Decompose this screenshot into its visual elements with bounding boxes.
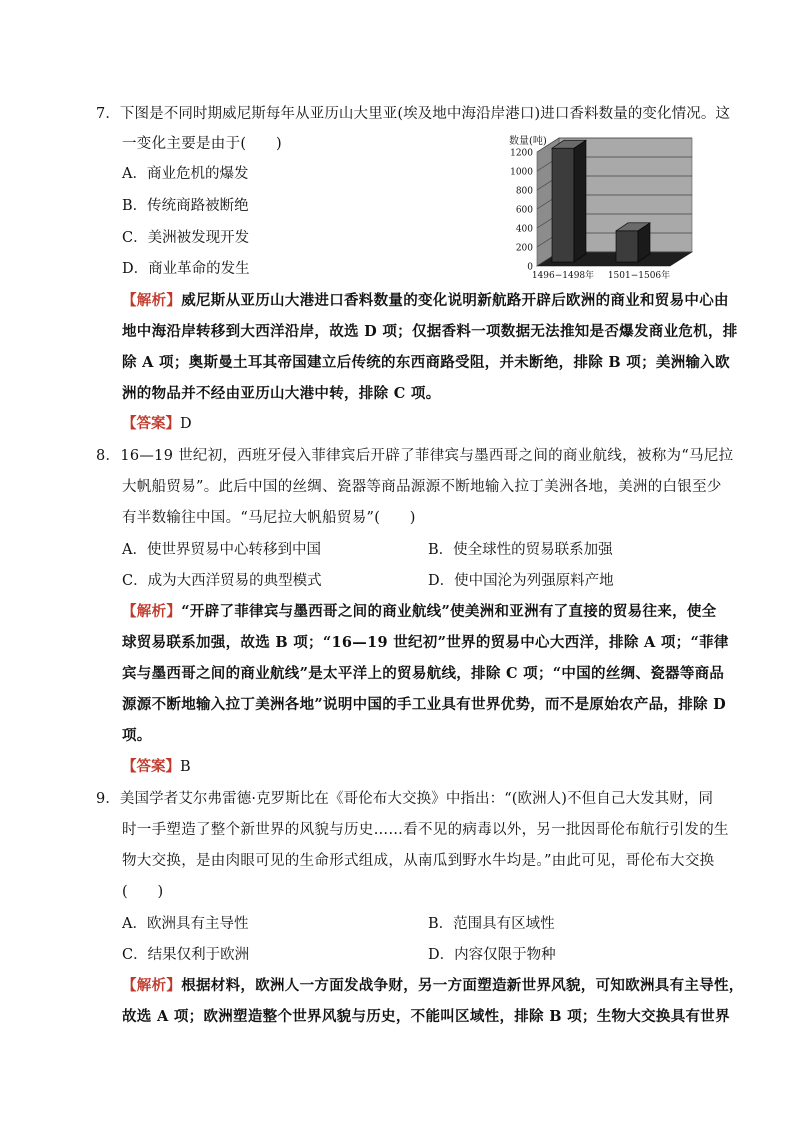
q9-stem-line-1: 9．美国学者艾尔弗雷德·克罗斯比在《哥伦布大交换》中指出：“(欧洲人)不但自己大发其财，同 (96, 791, 714, 807)
q8-analysis-tag: 【解析】 (122, 603, 182, 620)
q7-stem-line-1: 7．下图是不同时期威尼斯每年从亚历山大里亚(埃及地中海沿岸港口)进口香料数量的变化情况。这 (96, 106, 731, 122)
chart-y-ticks (510, 149, 533, 273)
chart-bar-front (616, 231, 638, 262)
q7-answer-value: D (180, 416, 192, 432)
q7-answer (122, 414, 192, 434)
chart-y-tick-label: 1000 (510, 167, 533, 178)
q7-option-a: A．商业危机的爆发 (122, 166, 249, 182)
q8-answer (122, 757, 191, 777)
q8-answer-value: B (180, 759, 191, 775)
q9-stem-line-2: 时一手塑造了整个新世界的风貌与历史……看不见的病毒以外，另一批因哥伦布航行引发的生 (122, 822, 729, 838)
chart-y-tick-label: 200 (515, 243, 533, 254)
q8-option-c: C．成为大西洋贸易的典型模式 (122, 573, 322, 589)
q9-stem-line-3: 物大交换，是由肉眼可见的生命形式组成，从南瓜到野水牛均是。”由此可见，哥伦布大交换 (122, 853, 715, 869)
q7-analysis-line-2: 地中海沿岸转移到大西洋沿岸，故选 D 项；仅据香料一项数据无法推知是否爆发商业危机，排 (122, 323, 738, 340)
chart-x-label: 1496−1498年 (531, 271, 595, 281)
q8-analysis-line-5: 项。 (122, 727, 152, 744)
q7-option-c: C．美洲被发现开发 (122, 230, 250, 246)
chart-x-label: 1501−1506年 (607, 271, 671, 281)
q7-analysis-line-4: 洲的物品并不经由亚历山大港中转，排除 C 项。 (122, 385, 441, 402)
q8-analysis-text-1: “开辟了菲律宾与墨西哥之间的商业航线”使美洲和亚洲有了直接的贸易往来，使全 (181, 603, 717, 620)
q9-option-b: B．范围具有区域性 (428, 916, 555, 932)
q9-analysis-line-1 (122, 976, 744, 996)
q9-stem-line-4: ( ) (122, 884, 164, 900)
q8-analysis-line-4: 源源不断地输入拉丁美洲各地”说明中国的手工业具有世界优势，而不是原始农产品，排除 D (122, 696, 727, 713)
q9-option-a: A．欧洲具有主导性 (122, 916, 249, 932)
chart-bar (552, 140, 586, 262)
import-volume-chart (505, 132, 700, 282)
q7-analysis-tag: 【解析】 (122, 292, 182, 309)
q7-analysis-line-1 (122, 291, 729, 311)
q9-option-c: C．结果仅利于欧洲 (122, 947, 250, 963)
chart-y-tick-label: 400 (515, 224, 533, 235)
chart-y-tick-label: 600 (515, 205, 533, 216)
chart-bar (616, 223, 650, 262)
q8-analysis-line-2: 球贸易联系加强，故选 B 项；“16—19 世纪初”世界的贸易中心大西洋，排除 A 项；“菲律 (122, 634, 729, 651)
q8-answer-tag: 【答案】 (122, 758, 180, 775)
chart-y-tick-label: 800 (515, 186, 533, 197)
q8-analysis-line-3: 宾与墨西哥之间的商业航线”是太平洋上的贸易航线，排除 C 项；“中国的丝绸、瓷器等商品 (122, 665, 725, 682)
q7-analysis-text-1: 威尼斯从亚历山大港进口香料数量的变化说明新航路开辟后欧洲的商业和贸易中心由 (181, 292, 729, 309)
q8-option-d: D．使中国沦为列强原料产地 (428, 573, 614, 589)
chart-ylabel: 数量(吨) (509, 136, 547, 147)
q8-stem-line-3: 有半数输往中国。“马尼拉大帆船贸易”( ) (122, 510, 416, 526)
q9-analysis-tag: 【解析】 (122, 977, 182, 994)
q9-analysis-text-1: 根据材料，欧洲人一方面发战争财，另一方面塑造新世界风貌，可知欧洲具有主导性， (181, 977, 744, 994)
q7-answer-tag: 【答案】 (122, 415, 180, 432)
chart-bar-front (552, 148, 574, 262)
q8-stem-line-1: 8．16—19 世纪初，西班牙侵入菲律宾后开辟了菲律宾与墨西哥之间的商业航线，被称为“马尼拉 (96, 448, 734, 464)
q7-stem-line-2: 一变化主要是由于( ) (122, 136, 282, 152)
q9-option-d: D．内容仅限于物种 (428, 947, 556, 963)
q8-option-a: A．使世界贸易中心转移到中国 (122, 542, 321, 558)
q7-option-d: D．商业革命的发生 (122, 261, 250, 277)
q8-option-b: B．使全球性的贸易联系加强 (428, 542, 613, 558)
chart-y-tick-label: 0 (527, 262, 533, 273)
q7-option-b: B．传统商路被断绝 (122, 198, 249, 214)
q9-analysis-line-2: 故选 A 项；欧洲塑造整个世界风貌与历史，不能叫区域性，排除 B 项；生物大交换具有世界 (122, 1008, 730, 1025)
chart-bar-side (574, 140, 586, 262)
chart-x-labels (532, 269, 670, 281)
q8-stem-line-2: 大帆船贸易”。此后中国的丝绸、瓷器等商品源源不断地输入拉丁美洲各地，美洲的白银至少 (122, 479, 722, 495)
q8-analysis-line-1 (122, 602, 716, 622)
q7-analysis-line-3: 除 A 项；奥斯曼土耳其帝国建立后传统的东西商路受阻，并未断绝，排除 B 项；美洲输入欧 (122, 354, 730, 371)
chart-y-tick-label: 1200 (510, 148, 533, 159)
